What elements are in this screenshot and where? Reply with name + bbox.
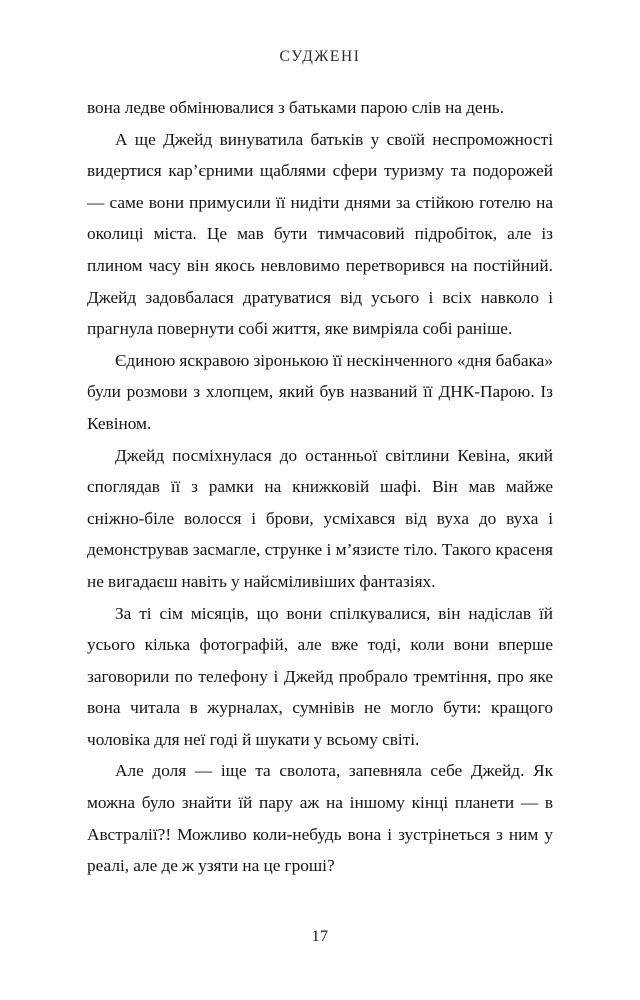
paragraph: За ті сім місяців, що вони спілкувалися, він надіслав їй усього кілька фотографій, але вже тоді, коли вони вперше заговорили по телефону і Джейд пробрало тремтіння, про яке вона читала в журналах, сумнівів не могло бути: кращого чоловіка для неї годі й шукати у всьому світі. <box>87 603 553 749</box>
text-column <box>87 92 553 882</box>
paragraph: Але доля — іще та сволота, запевняла себе Джейд. Як можна було знайти їй пару аж на іншому кінці планети — в Австралії?! Можливо коли-небудь вона і зустрінеться з ним у реалі, але де ж узяти на це гроші? <box>87 761 553 876</box>
paragraph: вона ледве обмінювалися з батьками парою слів на день. <box>87 98 505 117</box>
paragraph: Джейд посміхнулася до останньої світлини Кевіна, який споглядав її з рамки на книжковій шафі. Він мав майже сніжно-біле волосся і брови, усміхався від вуха до вуха і демонстрував засмагле, струнке і м’язисте тіло. Такого красеня не вигадаєш навіть у найсміливіших фантазіях. <box>87 445 553 591</box>
page-number: 17 <box>311 928 329 945</box>
paragraph: А ще Джейд винуватила батьків у своїй неспроможності видертися кар’єрними щаблями сфери туризму та подорожей — саме вони примусили її нидіти днями за стійкою готелю на околиці міста. Це мав бути тимчасовий підробіток, але із плином часу він якось невловимо перетворився на постійний. Джейд задовбалася дратуватися від усього і всіх навколо і прагнула повернути собі життя, яке вимріяла собі раніше. <box>87 129 553 339</box>
running-head: СУДЖЕНІ <box>279 48 361 65</box>
paragraph: Єдиною яскравою зіронькою її нескінченного «дня бабака» були розмови з хлопцем, який був названий її ДНК-Парою. Із Кевіном. <box>87 350 553 433</box>
